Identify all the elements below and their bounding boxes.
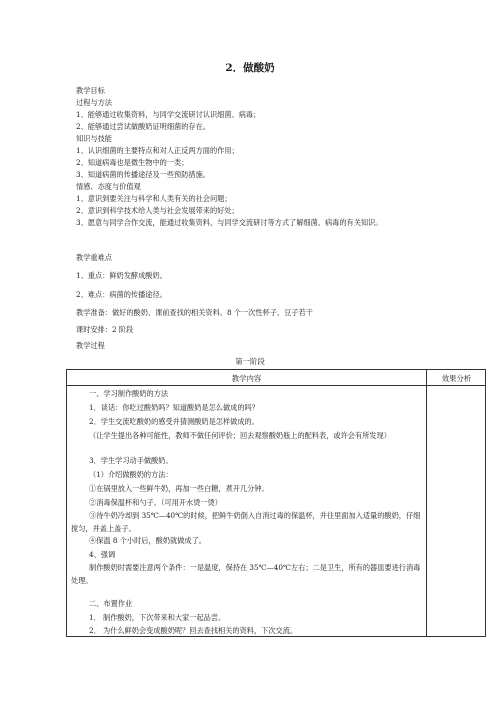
page-title: 2．做酸奶 [225,62,275,74]
key-point-focus: 1、重点：鲜奶发酵成酸奶。 [76,271,167,280]
objective-item: 3、愿意与同学合作交流，能通过收集资料，与同学交流研讨等方式了解细菌、病毒的有关知识。 [76,218,383,227]
column-header-content: 教学内容 [231,374,262,383]
lesson-item: 3．学生学习动手做酸奶。 [89,456,173,465]
stage-title: 第一阶段 [235,357,265,366]
table-header-row [67,370,485,386]
objective-item: 3、知道病菌的传播途径及一些预防措施。 [76,170,210,179]
objective-item: 2、意识到科学技术给人类与社会发展带来的好处； [76,206,239,215]
objective-item: 2、知道病毒也是微生物中的一类； [76,158,189,167]
preparation-text: 教学准备：做好的酸奶、课前查找的相关资料、8 个一次性杯子、豆子若干 [76,308,313,317]
column-header-effect: 效果分析 [441,374,472,383]
knowledge-heading: 知识与技能 [76,134,112,143]
emotion-heading: 情感、态度与价值观 [76,182,141,191]
homework-item: 2． 为什么鲜奶会变成酸奶呢？回去查找相关的资料，下次交流。 [89,626,298,635]
lesson-item: 1．谈话：你吃过酸奶吗？知道酸奶是怎么做成的吗？ [89,403,259,412]
objectives-heading: 教学目标 [76,86,105,95]
objective-item: 1、意识到要关注与科学和人类有关的社会问题； [76,194,232,203]
lesson-table [66,369,486,637]
method-step: ②消毒保温杯和勺子。（可用开水烫一烫） [89,498,222,507]
process-methods-heading: 过程与方法 [76,98,112,107]
method-intro: （1）介绍做酸奶的方法： [89,470,173,479]
lesson-item: 2．学生交流吃酸奶的感受并猜测酸奶是怎样做成的。 [89,417,259,426]
emphasis-text: 制作酸奶时需要注意两个条件：一是温度，保持在 35℃—40℃左右；二是卫生，所有的器皿要进行消毒处理。 [71,563,421,585]
objective-item: 1、能够通过收集资料，与同学交流研讨认识细菌、病毒； [76,110,261,119]
homework-item: 1． 制作酸奶，下次带来和大家一起品尝。 [89,613,226,622]
section-heading: 二、布置作业 [89,599,133,608]
key-points-heading: 教学重难点 [76,253,112,262]
schedule-text: 课时安排：2 阶段 [76,325,134,334]
objective-item: 1、认识细菌的主要特点和对人正反两方面的作用； [76,146,239,155]
objective-item: 2、能够通过尝试做酸奶证明细菌的存在。 [76,122,210,131]
lesson-note: （让学生提出各种可能性，教师不做任何评价；回去观察酸奶瓶上的配料表，或许会有所发现） [89,431,391,440]
method-step: ①在锅里放入一些鲜牛奶，再加一些白糖，煮开几分钟。 [89,484,269,493]
column-divider [426,370,427,636]
method-step: ③待牛奶冷却到 35℃—40℃的时候，把鲜牛奶倒入自消过毒的保温杯，并往里面加入适量的酸奶，仔细搅匀，并盖上盖子。 [71,511,421,533]
emphasis-heading: 4、强调 [89,550,116,559]
method-step: ④保温 8 个小时后，酸奶就做成了。 [89,536,206,545]
teaching-process-heading: 教学过程 [76,341,105,350]
section-heading: 一、学习制作酸奶的方法 [89,389,169,398]
key-point-difficulty: 2、难点：病菌的传播途径。 [76,290,167,299]
